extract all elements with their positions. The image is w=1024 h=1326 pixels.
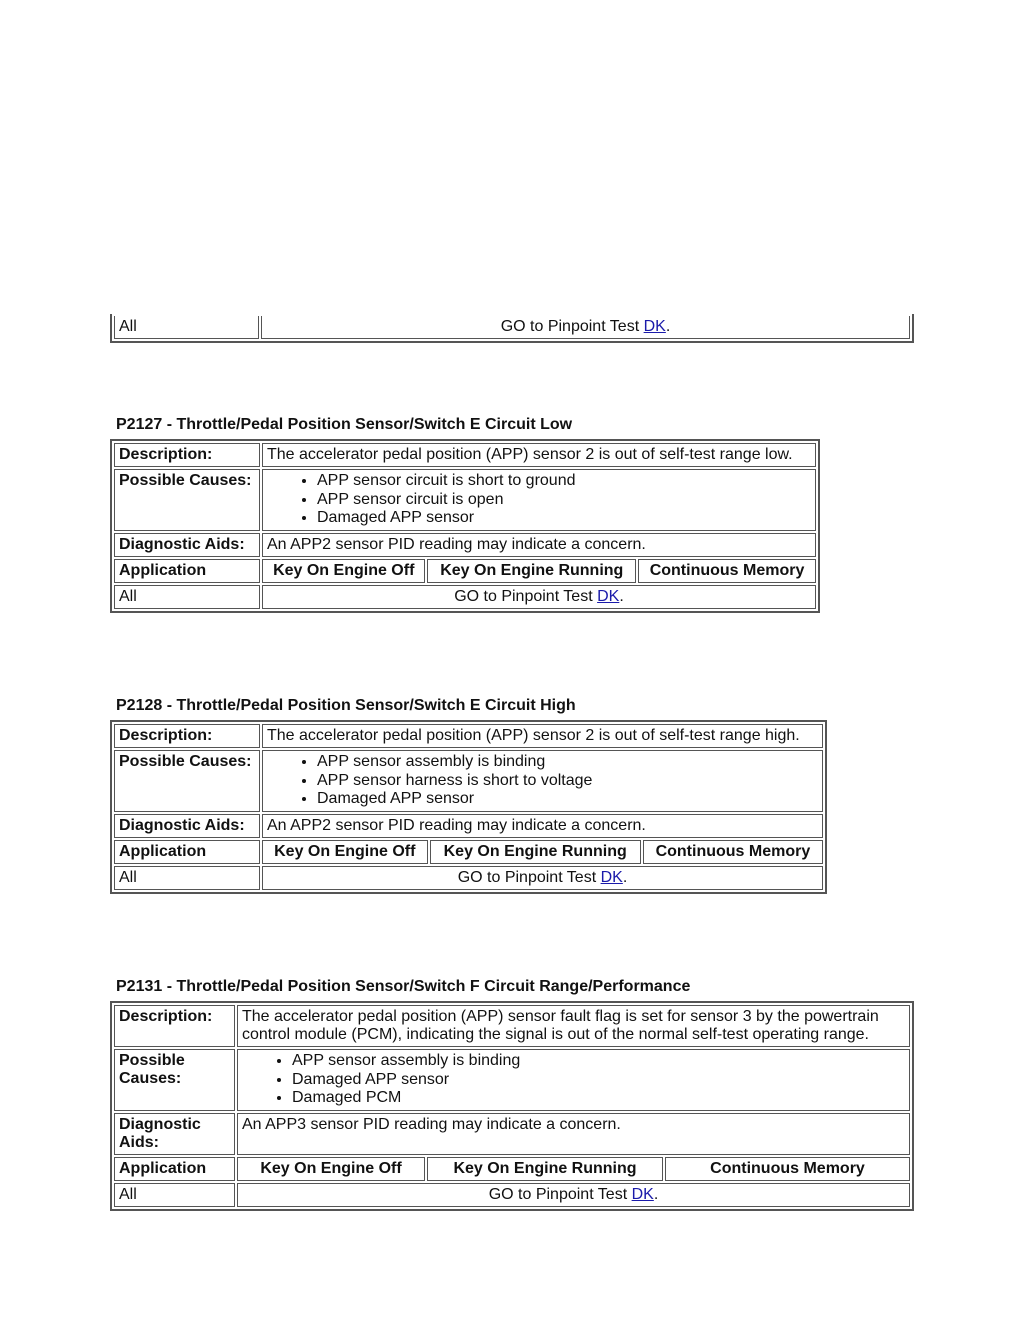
period: . <box>653 1185 659 1203</box>
causes-list <box>267 753 818 809</box>
list-item: • Damaged APP sensor <box>292 1071 905 1090</box>
table-row <box>114 840 823 864</box>
table-row <box>114 469 816 531</box>
pinpoint-test-dk-link[interactable]: DK <box>631 1185 654 1203</box>
go-to-text: GO to Pinpoint Test <box>488 1185 628 1203</box>
period: . <box>665 318 671 335</box>
table-row <box>114 866 823 890</box>
header-koer: Key On Engine Running <box>427 559 636 583</box>
header-application: Application <box>114 1157 235 1181</box>
go-to-test-cell <box>261 316 910 339</box>
causes-list <box>267 472 811 528</box>
table-row <box>114 1049 910 1111</box>
possible-causes-value <box>262 469 816 531</box>
description-value: The accelerator pedal position (APP) sensor fault flag is set for sensor 3 by the powertrain control module (PCM), indicating the signal is out of the normal self-test operating range. <box>237 1005 910 1047</box>
dtc-table-p2127 <box>110 439 820 613</box>
section-title-p2127: P2127 - Throttle/Pedal Position Sensor/Switch E Circuit Low <box>116 416 573 433</box>
description-label: Description: <box>114 1005 235 1047</box>
period: . <box>619 587 624 605</box>
diagnostic-aids-label: Diagnostic Aids: <box>114 1113 235 1155</box>
pinpoint-test-dk-link[interactable]: DK <box>600 868 623 886</box>
top-fragment-table <box>110 314 914 343</box>
list-item: • Damaged APP sensor <box>317 509 811 528</box>
possible-causes-label: Possible Causes: <box>114 469 260 531</box>
table-row <box>114 1113 910 1155</box>
go-to-test-cell <box>237 1183 910 1207</box>
dtc-table-p2128 <box>110 720 827 894</box>
section-title-p2131: P2131 - Throttle/Pedal Position Sensor/Switch F Circuit Range/Performance <box>116 978 691 995</box>
list-item: • APP sensor harness is short to voltage <box>317 772 818 791</box>
pinpoint-test-dk-link[interactable]: DK <box>597 587 620 605</box>
header-koeo: Key On Engine Off <box>237 1157 425 1181</box>
period: . <box>622 868 628 886</box>
possible-causes-value <box>237 1049 910 1111</box>
possible-causes-value <box>262 750 823 812</box>
application-cell: All <box>114 316 259 339</box>
diagnostic-aids-value: An APP2 sensor PID reading may indicate a concern. <box>262 814 823 838</box>
header-koer: Key On Engine Running <box>427 1157 663 1181</box>
table-row <box>114 814 823 838</box>
table-row <box>114 1005 910 1047</box>
table-row <box>114 316 910 339</box>
description-value: The accelerator pedal position (APP) sensor 2 is out of self-test range high. <box>262 724 823 748</box>
list-item: • Damaged PCM <box>292 1089 905 1108</box>
table-row <box>114 1157 910 1181</box>
header-continuous-memory: Continuous Memory <box>638 559 816 583</box>
go-to-text: GO to Pinpoint Test <box>454 587 593 605</box>
header-continuous-memory: Continuous Memory <box>643 840 823 864</box>
table-row <box>114 1183 910 1207</box>
header-koeo: Key On Engine Off <box>262 559 425 583</box>
diagnostic-aids-value: An APP2 sensor PID reading may indicate a concern. <box>262 533 816 557</box>
possible-causes-label: Possible Causes: <box>114 1049 235 1111</box>
diagnostic-aids-label: Diagnostic Aids: <box>114 533 260 557</box>
list-item: • Damaged APP sensor <box>317 790 818 809</box>
list-item: • APP sensor assembly is binding <box>317 753 818 772</box>
description-label: Description: <box>114 724 260 748</box>
header-koeo: Key On Engine Off <box>262 840 428 864</box>
causes-list <box>242 1052 905 1108</box>
list-item: • APP sensor circuit is open <box>317 491 811 510</box>
table-row <box>114 750 823 812</box>
application-cell: All <box>114 866 260 890</box>
list-item: • APP sensor assembly is binding <box>292 1052 905 1071</box>
diagnostic-aids-value: An APP3 sensor PID reading may indicate a concern. <box>237 1113 910 1155</box>
application-cell: All <box>114 1183 235 1207</box>
go-to-test-cell <box>262 866 823 890</box>
go-to-test-cell <box>262 585 816 609</box>
header-application: Application <box>114 840 260 864</box>
table-row <box>114 533 816 557</box>
section-title-p2128: P2128 - Throttle/Pedal Position Sensor/Switch E Circuit High <box>116 697 576 714</box>
header-application: Application <box>114 559 260 583</box>
go-to-text: GO to Pinpoint Test <box>457 868 597 886</box>
dtc-table-p2131 <box>110 1001 914 1211</box>
description-label: Description: <box>114 443 260 467</box>
header-continuous-memory: Continuous Memory <box>665 1157 910 1181</box>
go-to-text: GO to Pinpoint Test <box>500 318 640 335</box>
table-row <box>114 724 823 748</box>
possible-causes-label: Possible Causes: <box>114 750 260 812</box>
application-cell: All <box>114 585 260 609</box>
table-row <box>114 585 816 609</box>
table-row <box>114 559 816 583</box>
pinpoint-test-dk-link[interactable]: DK <box>643 318 666 335</box>
diagnostic-aids-label: Diagnostic Aids: <box>114 814 260 838</box>
description-value: The accelerator pedal position (APP) sensor 2 is out of self-test range low. <box>262 443 816 467</box>
header-koer: Key On Engine Running <box>430 840 641 864</box>
list-item: • APP sensor circuit is short to ground <box>317 472 811 491</box>
table-row <box>114 443 816 467</box>
